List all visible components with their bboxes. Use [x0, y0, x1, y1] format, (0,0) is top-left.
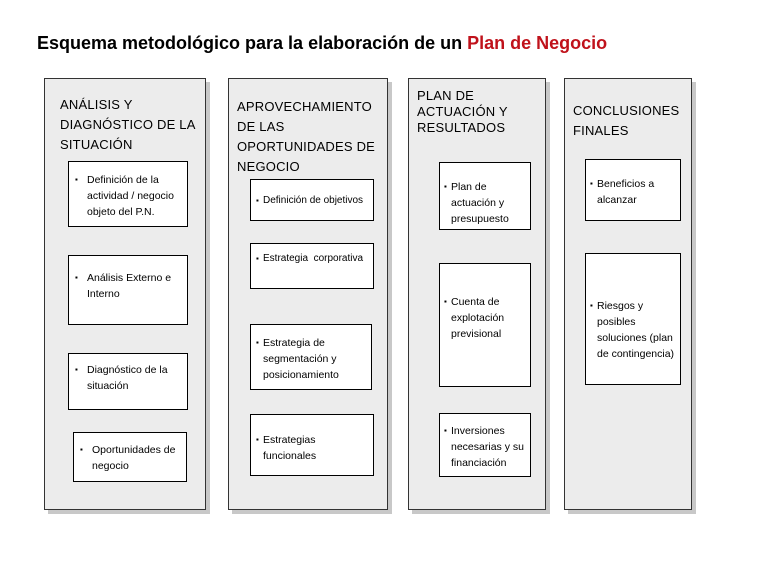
bullet-icon: ▪: [256, 254, 259, 263]
bullet-icon: ▪: [590, 301, 593, 310]
bullet-icon: ▪: [80, 445, 83, 454]
step-text: Oportunidades de negocio: [92, 444, 176, 472]
step-box: [439, 263, 531, 387]
step-text: Definición de objetivos: [263, 195, 364, 206]
step-box: [439, 162, 531, 230]
step-text: Análisis Externo e Interno: [87, 272, 172, 300]
step-box: [585, 253, 681, 385]
step-box: [68, 353, 188, 410]
column-heading: ANÁLISIS Y DIAGNÓSTICO DE LA SITUACIÓN: [60, 97, 195, 152]
step-text: Beneficios a alcanzar: [597, 178, 655, 206]
column-heading: CONCLUSIONES FINALES: [573, 103, 680, 138]
bullet-icon: ▪: [75, 175, 78, 184]
column-aprovechamiento: [228, 78, 388, 510]
title-prefix: Esquema metodológico para la elaboración de un: [37, 33, 468, 53]
step-box: [68, 161, 188, 227]
bullet-icon: ▪: [256, 196, 259, 205]
column-heading: APROVECHAMIENTO DE LAS OPORTUNIDADES DE NEGOCIO: [237, 99, 376, 174]
step-box: [439, 413, 531, 477]
bullet-icon: ▪: [256, 338, 259, 347]
bullet-icon: ▪: [444, 297, 447, 306]
column-conclusiones: [564, 78, 692, 510]
step-text: Estrategia corporativa: [263, 253, 364, 264]
step-box: [250, 324, 372, 390]
step-box: [73, 432, 187, 482]
step-text: Estrategia de segmentación y posicionamiento: [263, 337, 339, 381]
step-box: [250, 179, 374, 221]
step-text: Plan de actuación y presupuesto: [451, 181, 509, 225]
step-text: Diagnóstico de la situación: [87, 364, 168, 392]
column-analisis: [44, 78, 206, 510]
step-box: [585, 159, 681, 221]
step-text: Cuenta de explotación previsional: [451, 296, 505, 340]
bullet-icon: ▪: [444, 182, 447, 191]
step-text: Definición de la actividad / negocio objeto del P.N.: [87, 174, 174, 218]
bullet-icon: ▪: [444, 426, 447, 435]
step-text: Estrategias funcionales: [263, 434, 317, 462]
column-heading: PLAN DE ACTUACIÓN Y RESULTADOS: [417, 88, 508, 135]
bullet-icon: ▪: [75, 365, 78, 374]
column-plan: [408, 78, 546, 510]
step-text: Inversiones necesarias y su financiación: [451, 425, 524, 469]
bullet-icon: ▪: [590, 179, 593, 188]
step-text: Riesgos y posibles soluciones (plan de contingencia): [597, 300, 675, 360]
step-box: [68, 255, 188, 325]
bullet-icon: ▪: [256, 435, 259, 444]
bullet-icon: ▪: [75, 273, 78, 282]
step-box: [250, 243, 374, 289]
step-box: [250, 414, 374, 476]
title-highlight: Plan de Negocio: [467, 33, 608, 53]
diagram-title: [37, 33, 607, 54]
